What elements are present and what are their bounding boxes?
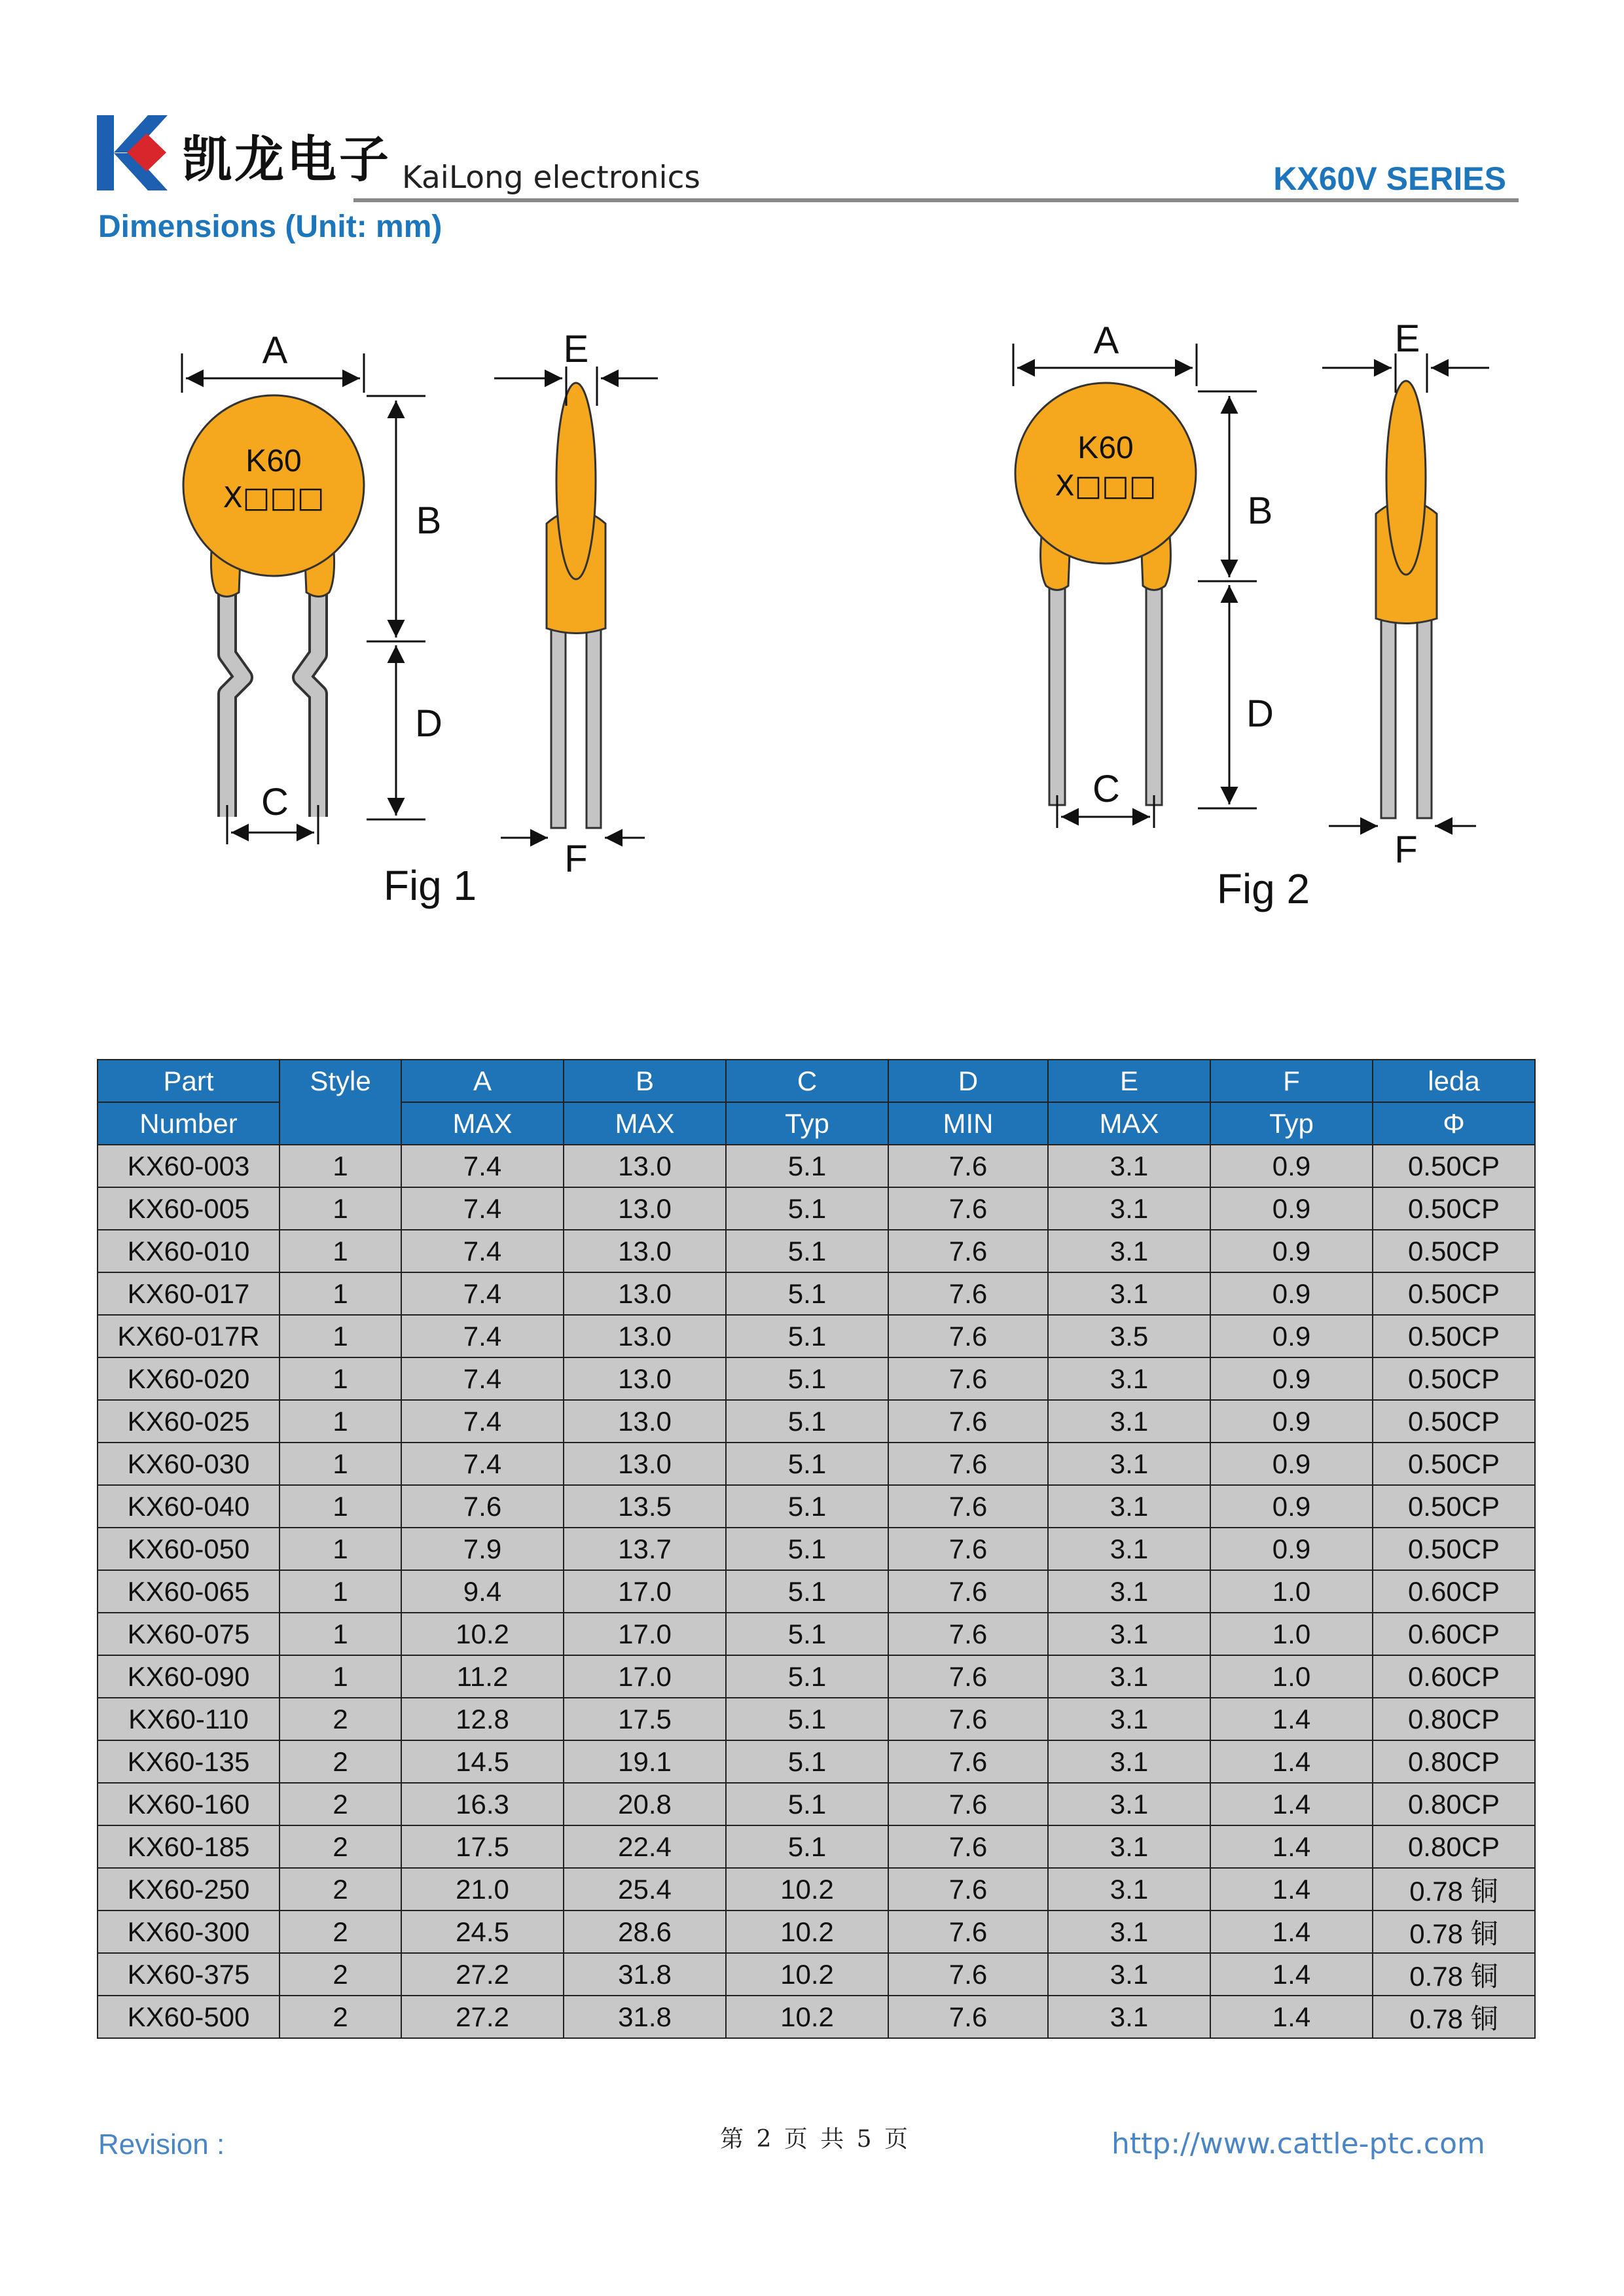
header-c: C: [726, 1060, 888, 1102]
table-row: [98, 1443, 1535, 1485]
header-d: D: [888, 1060, 1048, 1102]
table-cell: 0.78 铜: [1373, 1996, 1535, 2038]
table-cell: 5.1: [726, 1357, 888, 1400]
header-b: B: [564, 1060, 726, 1102]
table-cell: 1.4: [1210, 1783, 1373, 1825]
header-e-unit: MAX: [1048, 1102, 1210, 1145]
fig2-body-text-2: X□□□: [1055, 469, 1157, 503]
table-cell: KX60-090: [98, 1655, 280, 1698]
table-cell: 3.1: [1048, 1825, 1210, 1868]
table-cell: 13.0: [564, 1145, 726, 1187]
table-cell: 7.4: [401, 1400, 564, 1443]
table-row: [98, 1953, 1535, 1996]
table-cell: 17.5: [401, 1825, 564, 1868]
table-cell: 7.6: [888, 1272, 1048, 1315]
table-cell: 10.2: [726, 1996, 888, 2038]
table-cell: 14.5: [401, 1740, 564, 1783]
dimension-figures: [0, 288, 1624, 942]
table-cell: 5.1: [726, 1187, 888, 1230]
table-cell: 17.0: [564, 1570, 726, 1613]
table-cell: 5.1: [726, 1783, 888, 1825]
table-cell: 1.4: [1210, 1953, 1373, 1996]
table-cell: 13.0: [564, 1357, 726, 1400]
table-cell: 1: [280, 1570, 401, 1613]
fig1-label-c: C: [261, 781, 289, 823]
table-cell: 13.0: [564, 1400, 726, 1443]
section-title: Dimensions (Unit: mm): [98, 209, 442, 244]
table-cell: 10.2: [726, 1953, 888, 1996]
table-row: [98, 1400, 1535, 1443]
table-cell: 0.50CP: [1373, 1485, 1535, 1528]
table-cell: 7.6: [888, 1655, 1048, 1698]
page-number: 第 2 页 共 5 页: [720, 2126, 911, 2153]
header-part: Part: [98, 1060, 280, 1102]
table-cell: 0.80CP: [1373, 1698, 1535, 1740]
table-cell: 3.1: [1048, 1910, 1210, 1953]
header-e: E: [1048, 1060, 1210, 1102]
table-cell: 1: [280, 1230, 401, 1272]
table-cell: 1: [280, 1528, 401, 1570]
table-cell: 5.1: [726, 1825, 888, 1868]
table-cell: KX60-003: [98, 1145, 280, 1187]
table-cell: 7.6: [888, 1868, 1048, 1910]
table-cell: KX60-040: [98, 1485, 280, 1528]
table-cell: 7.6: [888, 1357, 1048, 1400]
table-cell: 1.4: [1210, 1996, 1373, 2038]
table-row: [98, 1655, 1535, 1698]
table-cell: 13.0: [564, 1187, 726, 1230]
table-cell: 3.1: [1048, 1230, 1210, 1272]
table-cell: 7.4: [401, 1230, 564, 1272]
table-cell: KX60-017: [98, 1272, 280, 1315]
table-cell: 0.78 铜: [1373, 1868, 1535, 1910]
table-row: [98, 1187, 1535, 1230]
header-rule: [353, 198, 1519, 202]
revision-label: Revision :: [98, 2128, 225, 2161]
table-cell: 7.6: [888, 1315, 1048, 1357]
header-leda-unit: Φ: [1373, 1102, 1535, 1145]
table-cell: 3.1: [1048, 1485, 1210, 1528]
table-cell: KX60-160: [98, 1783, 280, 1825]
table-cell: 5.1: [726, 1528, 888, 1570]
table-cell: 7.6: [401, 1485, 564, 1528]
table-cell: KX60-250: [98, 1868, 280, 1910]
table-cell: 17.0: [564, 1655, 726, 1698]
table-cell: 27.2: [401, 1996, 564, 2038]
table-cell: KX60-005: [98, 1187, 280, 1230]
table-cell: 2: [280, 1953, 401, 1996]
table-body: [98, 1145, 1535, 2038]
table-cell: 0.50CP: [1373, 1400, 1535, 1443]
table-cell: KX60-030: [98, 1443, 280, 1485]
table-cell: KX60-075: [98, 1613, 280, 1655]
table-row: [98, 1528, 1535, 1570]
table-cell: KX60-185: [98, 1825, 280, 1868]
table-cell: 0.9: [1210, 1528, 1373, 1570]
table-cell: 5.1: [726, 1272, 888, 1315]
table-cell: 7.6: [888, 1443, 1048, 1485]
table-row: [98, 1740, 1535, 1783]
table-cell: 0.80CP: [1373, 1740, 1535, 1783]
table-cell: 0.60CP: [1373, 1613, 1535, 1655]
table-cell: KX60-017R: [98, 1315, 280, 1357]
table-cell: 5.1: [726, 1485, 888, 1528]
table-cell: 0.80CP: [1373, 1783, 1535, 1825]
table-cell: 10.2: [726, 1868, 888, 1910]
table-cell: 0.78 铜: [1373, 1953, 1535, 1996]
table-cell: 0.9: [1210, 1400, 1373, 1443]
table-row: [98, 1357, 1535, 1400]
table-row: [98, 1613, 1535, 1655]
table-cell: 3.1: [1048, 1187, 1210, 1230]
brand-name-cn: 凯龙电子: [182, 130, 391, 188]
table-cell: 7.6: [888, 1953, 1048, 1996]
table-cell: 1: [280, 1400, 401, 1443]
table-row: [98, 1783, 1535, 1825]
table-cell: 22.4: [564, 1825, 726, 1868]
header-f-unit: Typ: [1210, 1102, 1373, 1145]
table-cell: 2: [280, 1698, 401, 1740]
table-cell: 28.6: [564, 1910, 726, 1953]
table-cell: 0.60CP: [1373, 1655, 1535, 1698]
table-cell: KX60-020: [98, 1357, 280, 1400]
table-cell: 3.1: [1048, 1357, 1210, 1400]
table-cell: 13.7: [564, 1528, 726, 1570]
table-cell: 17.0: [564, 1613, 726, 1655]
table-cell: 0.50CP: [1373, 1528, 1535, 1570]
table-row: [98, 1570, 1535, 1613]
table-cell: 3.1: [1048, 1655, 1210, 1698]
fig1-label-d: D: [415, 702, 442, 745]
table-cell: 7.4: [401, 1315, 564, 1357]
header-a-unit: MAX: [401, 1102, 564, 1145]
table-cell: 2: [280, 1996, 401, 2038]
fig2-body-text-1: K60: [1077, 431, 1134, 465]
table-cell: 0.9: [1210, 1230, 1373, 1272]
header-c-unit: Typ: [726, 1102, 888, 1145]
header-d-unit: MIN: [888, 1102, 1048, 1145]
table-cell: 2: [280, 1783, 401, 1825]
fig2-label-b: B: [1247, 490, 1273, 532]
table-row: [98, 1996, 1535, 2038]
table-cell: 31.8: [564, 1996, 726, 2038]
table-cell: 0.9: [1210, 1443, 1373, 1485]
table-cell: 3.1: [1048, 1953, 1210, 1996]
fig1-side-view: [494, 367, 658, 838]
website-url: http://www.cattle-ptc.com: [1111, 2127, 1485, 2161]
table-cell: 10.2: [726, 1910, 888, 1953]
table-cell: 12.8: [401, 1698, 564, 1740]
table-cell: 17.5: [564, 1698, 726, 1740]
table-cell: 7.6: [888, 1783, 1048, 1825]
header-a: A: [401, 1060, 564, 1102]
fig1-body-text-2: X□□□: [223, 481, 325, 514]
fig2-caption: Fig 2: [1216, 865, 1310, 912]
table-cell: 5.1: [726, 1655, 888, 1698]
table-cell: 21.0: [401, 1868, 564, 1910]
table-cell: 7.4: [401, 1272, 564, 1315]
table-cell: 16.3: [401, 1783, 564, 1825]
table-cell: 1.0: [1210, 1570, 1373, 1613]
table-cell: 7.6: [888, 1613, 1048, 1655]
table-cell: 1.4: [1210, 1825, 1373, 1868]
fig2-label-f: F: [1394, 829, 1418, 871]
fig1-label-f: F: [564, 838, 588, 880]
table-cell: 7.4: [401, 1443, 564, 1485]
table-row: [98, 1230, 1535, 1272]
table-cell: 3.1: [1048, 1570, 1210, 1613]
table-cell: 3.1: [1048, 1613, 1210, 1655]
table-cell: KX60-375: [98, 1953, 280, 1996]
table-cell: 5.1: [726, 1230, 888, 1272]
table-cell: 11.2: [401, 1655, 564, 1698]
table-cell: 1: [280, 1485, 401, 1528]
table-cell: 0.50CP: [1373, 1272, 1535, 1315]
table-cell: 3.1: [1048, 1272, 1210, 1315]
table-cell: 1: [280, 1272, 401, 1315]
fig1-label-e: E: [563, 328, 589, 370]
table-cell: 5.1: [726, 1698, 888, 1740]
table-cell: 31.8: [564, 1953, 726, 1996]
table-cell: 3.1: [1048, 1698, 1210, 1740]
table-header: [98, 1060, 1535, 1145]
table-cell: 5.1: [726, 1740, 888, 1783]
table-cell: 13.0: [564, 1443, 726, 1485]
table-cell: 0.9: [1210, 1315, 1373, 1357]
fig1-caption: Fig 1: [383, 862, 477, 909]
table-cell: 13.0: [564, 1315, 726, 1357]
table-cell: 9.4: [401, 1570, 564, 1613]
table-cell: 0.50CP: [1373, 1443, 1535, 1485]
table-cell: 5.1: [726, 1613, 888, 1655]
table-row: [98, 1868, 1535, 1910]
table-cell: 1: [280, 1145, 401, 1187]
table-cell: KX60-065: [98, 1570, 280, 1613]
table-cell: 7.6: [888, 1740, 1048, 1783]
table-cell: 7.6: [888, 1485, 1048, 1528]
table-cell: 5.1: [726, 1145, 888, 1187]
dimensions-table: [97, 1059, 1536, 2039]
table-cell: 5.1: [726, 1315, 888, 1357]
table-cell: 3.1: [1048, 1740, 1210, 1783]
fig2-front-view: [1013, 344, 1257, 828]
table-cell: 3.1: [1048, 1443, 1210, 1485]
table-row: [98, 1485, 1535, 1528]
fig1-body-text-1: K60: [245, 444, 302, 478]
table-cell: 1.4: [1210, 1740, 1373, 1783]
fig2-label-a: A: [1093, 319, 1119, 362]
table-cell: 3.5: [1048, 1315, 1210, 1357]
table-cell: 0.9: [1210, 1145, 1373, 1187]
table-cell: 20.8: [564, 1783, 726, 1825]
table-cell: 0.50CP: [1373, 1315, 1535, 1357]
table-cell: 0.50CP: [1373, 1230, 1535, 1272]
table-cell: 27.2: [401, 1953, 564, 1996]
table-cell: 13.5: [564, 1485, 726, 1528]
table-cell: KX60-300: [98, 1910, 280, 1953]
table-cell: 1.4: [1210, 1868, 1373, 1910]
fig2-label-e: E: [1394, 317, 1420, 360]
table-cell: 3.1: [1048, 1145, 1210, 1187]
table-cell: 3.1: [1048, 1783, 1210, 1825]
table-cell: 7.4: [401, 1145, 564, 1187]
header-style: Style: [280, 1060, 401, 1145]
table-cell: 3.1: [1048, 1528, 1210, 1570]
table-cell: 7.6: [888, 1996, 1048, 2038]
table-cell: 0.50CP: [1373, 1187, 1535, 1230]
table-cell: 7.6: [888, 1230, 1048, 1272]
fig2-label-c: C: [1092, 768, 1120, 810]
table-row: [98, 1315, 1535, 1357]
table-cell: 2: [280, 1825, 401, 1868]
table-cell: 1: [280, 1315, 401, 1357]
table-cell: 7.6: [888, 1910, 1048, 1953]
table-cell: 7.6: [888, 1570, 1048, 1613]
table-cell: 5.1: [726, 1400, 888, 1443]
table-row: [98, 1910, 1535, 1953]
fig2-side-view: [1322, 353, 1489, 826]
table-cell: 5.1: [726, 1570, 888, 1613]
table-cell: 7.4: [401, 1187, 564, 1230]
fig1-label-a: A: [262, 329, 288, 372]
table-cell: 1.4: [1210, 1910, 1373, 1953]
table-cell: 1: [280, 1187, 401, 1230]
table-cell: 7.6: [888, 1698, 1048, 1740]
table-cell: 24.5: [401, 1910, 564, 1953]
header-b-unit: MAX: [564, 1102, 726, 1145]
table-cell: 0.9: [1210, 1485, 1373, 1528]
table-cell: 0.9: [1210, 1357, 1373, 1400]
table-cell: KX60-135: [98, 1740, 280, 1783]
table-cell: 10.2: [401, 1613, 564, 1655]
table-cell: 0.60CP: [1373, 1570, 1535, 1613]
table-cell: 0.50CP: [1373, 1145, 1535, 1187]
table-cell: 2: [280, 1868, 401, 1910]
table-cell: 19.1: [564, 1740, 726, 1783]
table-row: [98, 1825, 1535, 1868]
header-number: Number: [98, 1102, 280, 1145]
table-cell: 1.4: [1210, 1698, 1373, 1740]
table-cell: 3.1: [1048, 1868, 1210, 1910]
table-row: [98, 1698, 1535, 1740]
table-row: [98, 1272, 1535, 1315]
table-cell: 7.6: [888, 1825, 1048, 1868]
table-cell: 7.9: [401, 1528, 564, 1570]
series-title: KX60V SERIES: [1273, 160, 1506, 197]
table-cell: 13.0: [564, 1272, 726, 1315]
table-cell: 1: [280, 1655, 401, 1698]
header-leda: leda: [1373, 1060, 1535, 1102]
table-cell: 7.6: [888, 1145, 1048, 1187]
table-row: [98, 1145, 1535, 1187]
table-cell: 7.6: [888, 1187, 1048, 1230]
table-cell: KX60-110: [98, 1698, 280, 1740]
table-cell: KX60-010: [98, 1230, 280, 1272]
fig1-front-view: [182, 353, 425, 844]
table-cell: 1.0: [1210, 1613, 1373, 1655]
table-cell: 0.78 铜: [1373, 1910, 1535, 1953]
table-cell: 2: [280, 1910, 401, 1953]
fig2-label-d: D: [1246, 692, 1274, 735]
table-cell: 7.6: [888, 1528, 1048, 1570]
table-cell: 2: [280, 1740, 401, 1783]
fig1-label-b: B: [416, 499, 442, 542]
table-cell: 1: [280, 1443, 401, 1485]
table-cell: 3.1: [1048, 1400, 1210, 1443]
brand-name-en: KaiLong electronics: [402, 160, 700, 196]
table-cell: 25.4: [564, 1868, 726, 1910]
table-cell: 1: [280, 1613, 401, 1655]
table-cell: 13.0: [564, 1230, 726, 1272]
table-cell: 7.4: [401, 1357, 564, 1400]
table-cell: 0.9: [1210, 1272, 1373, 1315]
table-cell: 5.1: [726, 1443, 888, 1485]
table-cell: KX60-050: [98, 1528, 280, 1570]
table-cell: KX60-500: [98, 1996, 280, 2038]
table-cell: 0.80CP: [1373, 1825, 1535, 1868]
kailong-logo: [97, 115, 168, 190]
table-cell: KX60-025: [98, 1400, 280, 1443]
table-cell: 3.1: [1048, 1996, 1210, 2038]
table-cell: 1: [280, 1357, 401, 1400]
header-f: F: [1210, 1060, 1373, 1102]
table-cell: 0.9: [1210, 1187, 1373, 1230]
table-cell: 7.6: [888, 1400, 1048, 1443]
table-cell: 1.0: [1210, 1655, 1373, 1698]
table-cell: 0.50CP: [1373, 1357, 1535, 1400]
